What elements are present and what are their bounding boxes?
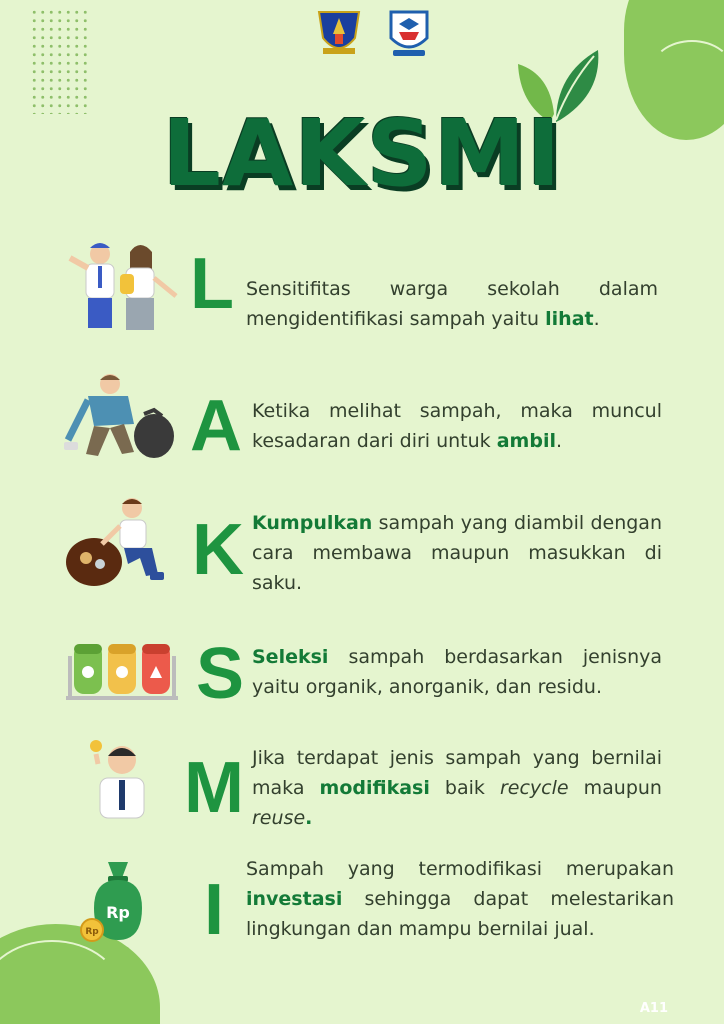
keyword: modifikasi — [319, 777, 430, 799]
row-investasi — [0, 852, 724, 962]
italic-term: recycle — [499, 777, 569, 799]
person-picking-trash-icon — [58, 370, 178, 466]
row-lihat — [0, 236, 724, 346]
text-segment: . — [555, 430, 563, 452]
text-segment: Jika terdapat jenis sampah yang bernilai maka — [252, 747, 662, 799]
keyword: ambil — [496, 430, 556, 452]
student-collecting-trash-icon — [62, 494, 178, 590]
description-modifikasi — [252, 743, 662, 833]
description-kumpulkan — [252, 508, 662, 598]
dot-pattern — [30, 8, 90, 114]
row-ambil — [0, 366, 724, 476]
idea-person-icon — [86, 734, 156, 824]
page-stamp: A11 — [639, 1001, 668, 1016]
text-segment: Ketika melihat sampah, maka muncul kesadaran dari diri untuk — [252, 400, 662, 452]
money-bag-icon — [78, 858, 158, 948]
description-ambil — [252, 396, 662, 456]
description-lihat — [246, 274, 658, 334]
text-segment: baik — [429, 777, 500, 799]
decor-line-top-right — [650, 40, 724, 104]
row-seleksi — [0, 620, 724, 730]
text-segment: . — [593, 308, 600, 330]
text-segment: Sensitifitas warga sekolah dalam mengidentifikasi sampah yaitu — [246, 278, 658, 330]
text-segment: maupun — [568, 777, 662, 799]
regency-emblem-icon — [315, 8, 363, 60]
letter-s: S — [196, 634, 245, 714]
keyword: investasi — [246, 888, 343, 910]
money-bag-label: Rp — [106, 903, 130, 922]
text-segment: sampah berdasarkan jenisnya yaitu organik, anorganik, dan residu. — [252, 646, 662, 698]
keyword: Kumpulkan — [252, 512, 373, 534]
letter-a: A — [190, 386, 242, 466]
text-segment: sehingga dapat melestarikan lingkungan dan mampu bernilai jual. — [246, 888, 674, 940]
letter-m: M — [184, 748, 244, 828]
letter-k: K — [192, 510, 244, 590]
row-kumpulkan — [0, 488, 724, 598]
school-emblem-icon — [385, 8, 433, 60]
students-pointing-icon — [60, 238, 180, 338]
text-segment: . — [305, 807, 313, 829]
row-modifikasi — [0, 728, 724, 838]
description-seleksi — [252, 642, 662, 702]
text-segment: Sampah yang termodifikasi merupakan — [246, 858, 674, 880]
keyword: Seleksi — [252, 646, 329, 668]
letter-i: I — [204, 870, 225, 950]
coin-label: Rp — [85, 927, 99, 937]
italic-term: reuse — [252, 807, 306, 829]
page-title: LAKSMI — [162, 100, 562, 207]
description-investasi — [246, 854, 674, 944]
logos — [315, 8, 433, 60]
letter-l: L — [190, 244, 234, 324]
text-segment: sampah yang diambil dengan cara membawa maupun masukkan di saku. — [252, 512, 662, 594]
recycling-bins-icon — [64, 638, 180, 704]
keyword: lihat — [545, 308, 594, 330]
